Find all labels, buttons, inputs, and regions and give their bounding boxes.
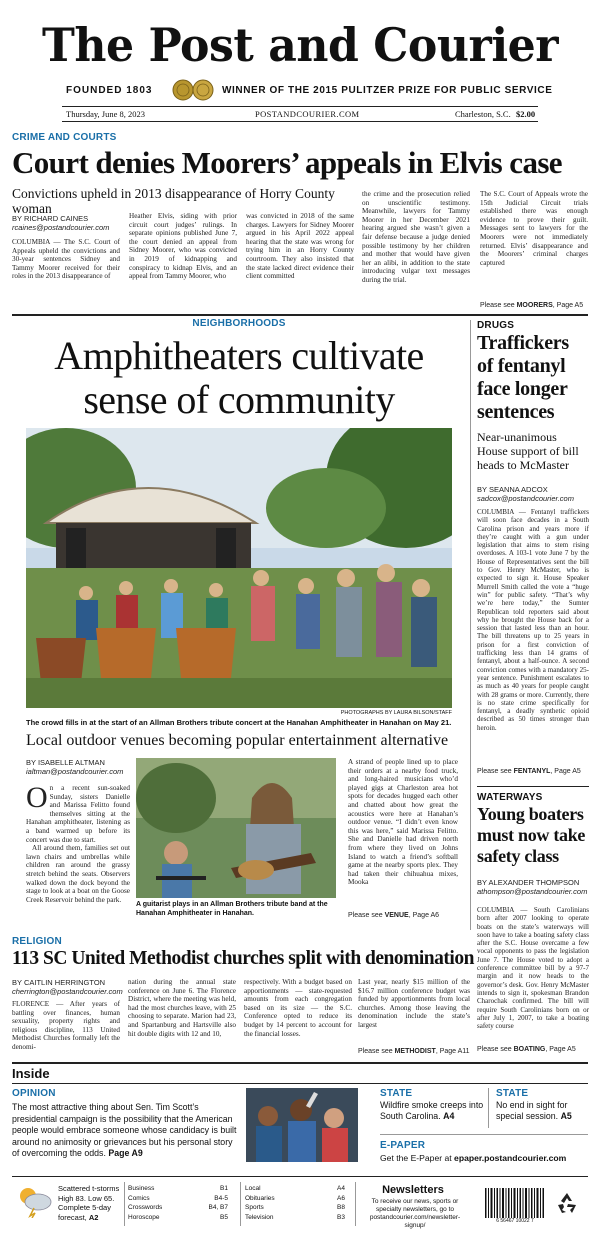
- feature-email[interactable]: ialtman@postandcourier.com: [26, 767, 124, 776]
- religion-byline: [12, 978, 122, 996]
- drugs-jump-link[interactable]: Please see FENTANYL, Page A5: [477, 768, 581, 775]
- photo-caption: The crowd fills in at the start of an Allman Brothers tribute concert at the Hanahan Amphitheater in Hanahan on May 21.: [26, 718, 452, 727]
- drugs-story: [477, 320, 589, 780]
- drugs-author: BY SEANNA ADCOX: [477, 485, 548, 494]
- newsletters-text[interactable]: To receive our news, sports or specialty newsletters, go to postandcourier.com/newsletter-signup/: [369, 1198, 461, 1229]
- feature-col-1b: All around them, families set out lawn chairs and umbrellas while children ran around the grassy stretch behind the seats. Observers walked down the dock beyond the stage to look at a boat on the Goose Creek Reservoir behind the park.: [26, 844, 130, 904]
- opinion-kicker[interactable]: OPINION: [12, 1088, 56, 1099]
- lead-subhead: Convictions upheld in 2013 disappearance of Horry County woman: [12, 186, 335, 216]
- drugs-subhead: Near-unanimous House support of bill heads to McMaster: [477, 430, 579, 472]
- religion-headline[interactable]: 113 SC United Methodist churches split with denomination: [12, 948, 474, 969]
- feature-story: [12, 318, 466, 930]
- waterways-byline: [477, 878, 589, 896]
- drugs-body: COLUMBIA — Fentanyl traffickers will soon face decades in a South Carolina prison and years more if they’re caught with a gun under legislation that aims to stem rising overdoses. A 103-1 vote June 7 by the House of Representatives sent the bill to Gov. Henry McMaster, who is expected to sign it. House Speaker Murrell Smith called the vote a “huge win” for public safety. “That’s why we’re here today,” the Sumter Republican told reporters said about why he brought the House back for a session that lasted less than an hour. The bill threatens up to 25 years in prison for a first conviction of trafficking less than 14 grams of fentanyl, about a half-ounce. A second conviction comes with a mandatory 25-year sentence. Punishment escalates to as much as 40 years for people caught with 28 grams or more. Currently, there is no state crime specifically for fentanyl, a deadly synthetic opioid described as 50 times stronger than heroin.: [477, 508, 589, 732]
- index-row[interactable]: Sports B8: [245, 1204, 345, 1211]
- drop-cap: O: [26, 781, 48, 814]
- weather-icon: [14, 1184, 54, 1218]
- feature-headline-line-2[interactable]: sense of community: [83, 377, 395, 422]
- lead-col-5: The S.C. Court of Appeals wrote the 15th Judicial Circuit trials established there was enough evidence to prove their guilt. Messages sent to lawyers for the Moorers were not immediately returned. Elvis’ disappearance and the Moorers’ criminal charges captured: [480, 190, 588, 267]
- epaper-link[interactable]: epaper.postandcourier.com: [454, 1153, 567, 1163]
- feature-jump-link[interactable]: Please see VENUE, Page A6: [348, 912, 440, 919]
- dateline: Thursday, June 8, 2023: [66, 109, 146, 119]
- drugs-byline: [477, 485, 589, 503]
- state1-kicker[interactable]: STATE: [380, 1088, 413, 1099]
- lead-col-3: was convicted in 2018 of the same charges. Lawyers for Sidney Moorer argued in his April 2022 appeal hearing that the state was wrong for trying him in an Horry County courtroom. They also insisted that the state lacked direct evidence their client committed: [246, 212, 354, 281]
- religion-author: BY CAITLIN HERRINGTON: [12, 978, 106, 987]
- lead-jump-link[interactable]: Please see MOORERS, Page A5: [480, 302, 584, 309]
- index-left: [128, 1184, 228, 1222]
- waterways-body: COLUMBIA — South Carolinians born after 2007 looking to operate boats on the state’s waterways will soon have to take a boating safety class after the S.C. House overcame a few vocal opponents to pass the legislation June 7. The House voted to adopt a conference committee bill by a 97-7 margin and it now heads to the governor’s desk. Gov. Henry McMaster intends to sign it, spokesman Brandon Charochak confirmed. The bill will require South Carolinians born on or after July 1, 2007, to take a boating safety course: [477, 906, 589, 1031]
- index-row[interactable]: Horoscope B5: [128, 1213, 228, 1221]
- lead-email[interactable]: rcaines@postandcourier.com: [12, 223, 110, 232]
- feature-col-3: A strand of people lined up to place their orders at a nearby food truck, and long-haired musicians who’d played gigs at Charleston area hot spots for decades hugged each other and chatted about how great the acoustics were here at Hanahan’s outdoor venue. “I didn’t even know this was here,” said Marissa Felitto. She and Danielle had driven north from where they lived on Johns Island to watch a friend’s softball game at the nearby sports plex. They had taken their chihuahua mixes, Mooka: [348, 758, 458, 887]
- guitarist-photo[interactable]: [136, 758, 336, 898]
- opinion-teaser[interactable]: The most attractive thing about Sen. Tim Scott’s presidential campaign is the possibility that the American people would embrace someone whose candidacy is built around no animosity or grievances but his personal story of overcoming the odds. Page A9: [12, 1102, 237, 1158]
- drugs-email[interactable]: sadcox@postandcourier.com: [477, 494, 574, 503]
- lead-story: [12, 128, 588, 308]
- website-link[interactable]: POSTANDCOURIER.COM: [255, 109, 360, 119]
- opinion-crowd-photo[interactable]: [246, 1088, 358, 1162]
- waterways-headline[interactable]: Young boaters must now take safety class: [477, 804, 586, 866]
- location-label: Charleston, S.C.: [455, 109, 511, 119]
- lead-kicker[interactable]: CRIME AND COURTS: [12, 132, 117, 143]
- recycle-icon: [554, 1190, 580, 1216]
- religion-col-4: Last year, nearly $15 million of the $16.7 million conference budget was funded by apportionments from local churches. Among those leaving the denomination include the state’s largest: [358, 978, 470, 1029]
- state2-teaser[interactable]: No end in sight for special session. A5: [496, 1100, 572, 1121]
- barcode: [484, 1188, 546, 1226]
- lead-byline: [12, 214, 122, 232]
- inside-label: Inside: [12, 1066, 50, 1081]
- lead-col-1: COLUMBIA — The S.C. Court of Appeals upheld the convictions and 30-year sentences Sidney and Tammy Moorer received for their roles in the 2013 disappearance of: [12, 238, 120, 281]
- religion-col-2: nation during the annual state conference on June 6. The Florence District, where the meeting was held, had the most churches leave, with 25 choosing to separate. Marion had 23, and Spartanburg and Hartsville also hit double digits with 12 and 10,: [128, 978, 236, 1038]
- lead-author: BY RICHARD CAINES: [12, 214, 89, 223]
- price-label: $2.00: [516, 109, 536, 119]
- photo-credit: PHOTOGRAPHS BY LAURA BILSON/STAFF: [340, 710, 452, 716]
- feature-kicker[interactable]: NEIGHBORHOODS: [192, 318, 286, 329]
- lead-col-2: Heather Elvis, siding with prior circuit court judges’ rulings. In separate opinions published June 7, the court denied an appeal from Sidney Moorer, who was convicted in 2019 of kidnapping and conspiracy to kidnap Elvis, and an appeal from Tammy Moorer, who: [129, 212, 237, 281]
- waterways-kicker[interactable]: WATERWAYS: [477, 792, 543, 803]
- index-row[interactable]: Crosswords B4, B7: [128, 1204, 228, 1211]
- feature-headline-line-1[interactable]: Amphitheaters cultivate: [54, 333, 424, 378]
- religion-col-1: FLORENCE — After years of battling over finances, human sexuality, property rights and religious discipline, 113 United Methodist Churches formally left the denomi-: [12, 1000, 120, 1051]
- state2-kicker[interactable]: STATE: [496, 1088, 529, 1099]
- index-row[interactable]: Comics B4-5: [128, 1194, 228, 1202]
- feature-author: BY ISABELLE ALTMAN: [26, 758, 105, 767]
- masthead-title: The Post and Courier: [41, 18, 559, 72]
- feature-col-1: [26, 781, 130, 904]
- index-row[interactable]: Business B1: [128, 1185, 228, 1192]
- religion-col-3: respectively. With a budget based on apportionments — state-requested amounts from each congregation based on its size — the S.C. Conference opted to reduce its budget by 14 percent to account for the financial losses.: [244, 978, 352, 1038]
- epaper-teaser[interactable]: Get the E-Paper at epaper.postandcourier.com: [380, 1153, 567, 1163]
- feature-byline: [26, 758, 136, 776]
- religion-email[interactable]: cherrington@postandcourier.com: [12, 987, 123, 996]
- weather-summary[interactable]: Scattered t-storms High 83. Low 65. Complete 5-day forecast, A2: [58, 1184, 120, 1222]
- feature-col-1a: n a recent sun-soaked Sunday, sisters Danielle and Marissa Felitto found themselves sitting at the Hanahan amphitheater, listening as a band warmed up before its concert was due to start.: [26, 784, 130, 844]
- lead-headline[interactable]: Court denies Moorers’ appeals in Elvis case: [12, 145, 562, 180]
- founded-label: FOUNDED 1803: [66, 85, 153, 96]
- inset-caption: A guitarist plays in an Allman Brothers tribute band at the Hanahan Amphitheater in Hanahan.: [136, 901, 328, 917]
- waterways-author: BY ALEXANDER THOMPSON: [477, 878, 580, 887]
- barcode-number: 6 56467 10022 7: [496, 1218, 534, 1224]
- drugs-kicker[interactable]: DRUGS: [477, 320, 515, 331]
- drugs-headline[interactable]: Traffickers of fentanyl face longer sentences: [477, 332, 569, 423]
- waterways-jump-link[interactable]: Please see BOATING, Page A5: [477, 1046, 576, 1053]
- religion-kicker[interactable]: RELIGION: [12, 936, 62, 947]
- state1-teaser[interactable]: Wildfire smoke creeps into South Carolina. A4: [380, 1100, 484, 1121]
- amphitheater-crowd-photo[interactable]: [26, 428, 452, 708]
- index-right: [245, 1184, 345, 1222]
- index-row[interactable]: Television B3: [245, 1213, 345, 1221]
- waterways-email[interactable]: athompson@postandcourier.com: [477, 887, 588, 896]
- feature-subhead: Local outdoor venues becoming popular entertainment alternative: [26, 732, 449, 749]
- pulitzer-label: WINNER OF THE 2015 PULITZER PRIZE FOR PUBLIC SERVICE: [222, 85, 553, 96]
- pulitzer-medal-icon: [172, 79, 214, 101]
- newsletters-title[interactable]: Newsletters: [382, 1184, 444, 1196]
- lead-col-4: the crime and the prosecution relied on unscientific testimony. Meanwhile, lawyers for Tammy Moorer in her December 2021 hearing argued she wasn’t given a fair defense because a judge denied possible testimony by her children and mother that would have given her an alibi, in addition to the state introducing vulgar text messages during the trial.: [362, 190, 470, 284]
- index-row[interactable]: Local A4: [245, 1185, 345, 1192]
- epaper-kicker[interactable]: E-PAPER: [380, 1140, 426, 1151]
- masthead: [0, 0, 600, 125]
- religion-jump-link[interactable]: Please see METHODIST, Page A11: [358, 1048, 470, 1055]
- index-row[interactable]: Obituaries A6: [245, 1194, 345, 1202]
- religion-story: [12, 936, 472, 1060]
